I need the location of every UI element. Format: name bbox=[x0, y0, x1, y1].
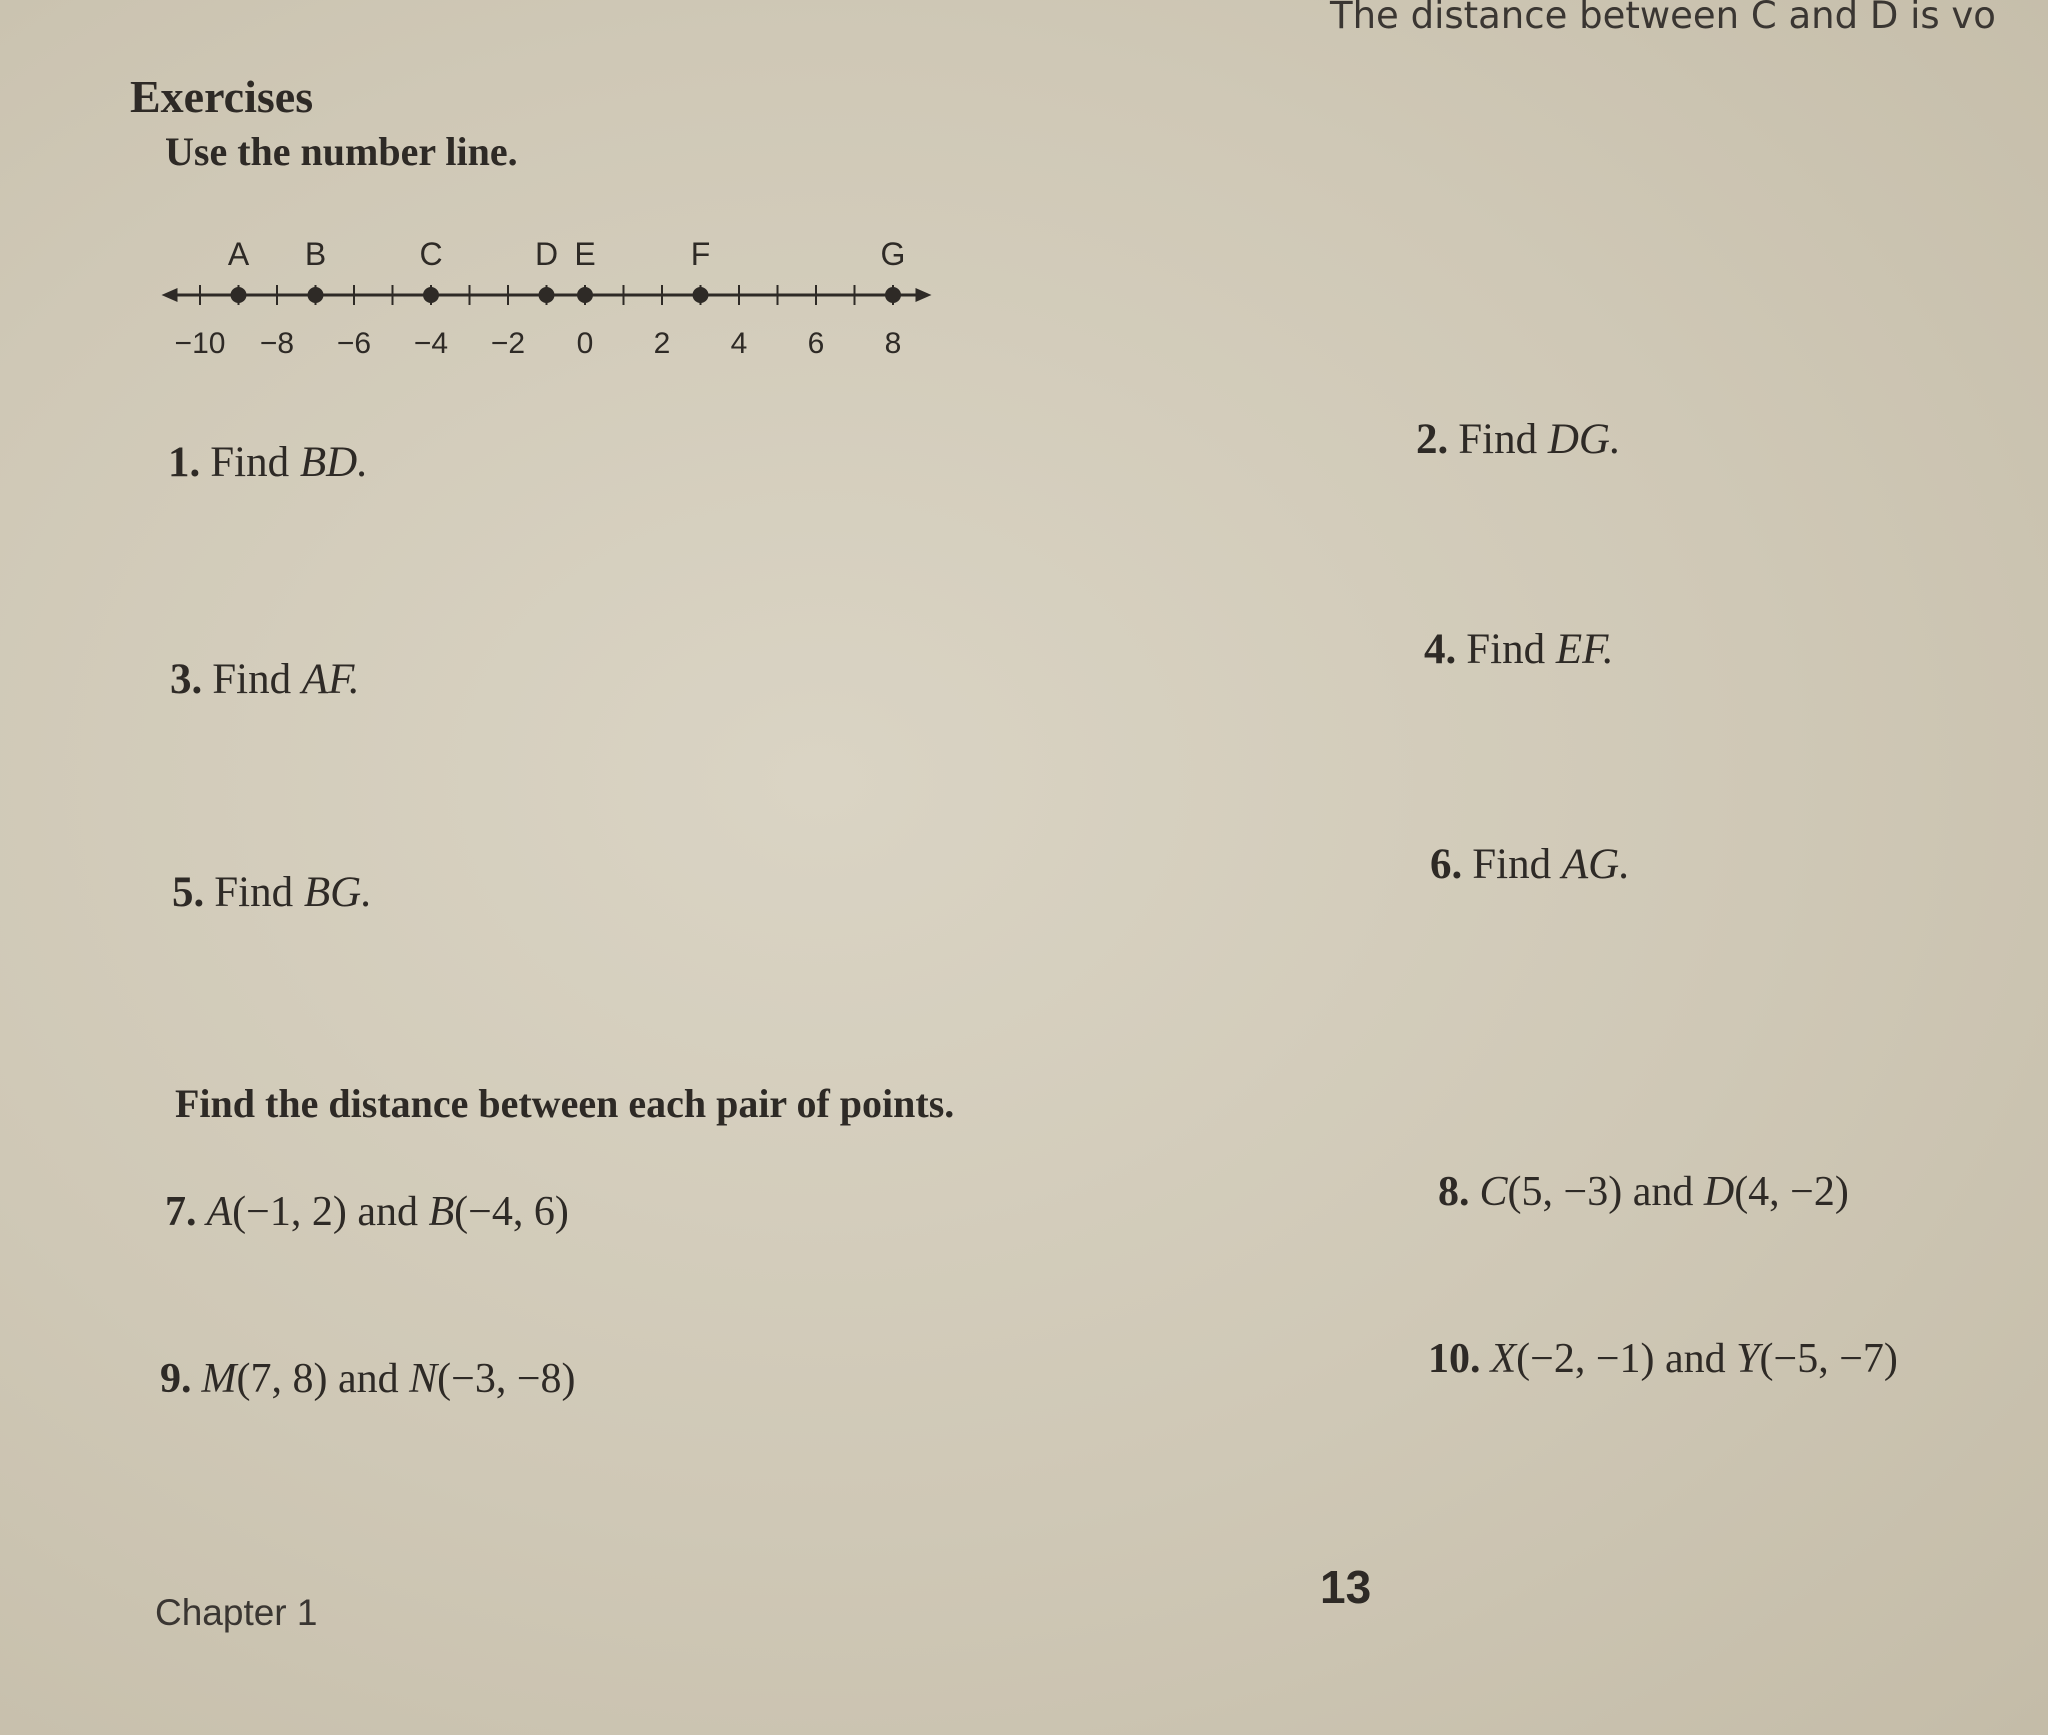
point-label-f: F bbox=[690, 236, 711, 272]
exercise-1: 1. Find BD. bbox=[168, 439, 368, 486]
number-line-tick-label: 0 bbox=[576, 327, 594, 360]
distance-instruction: Find the distance between each pair of points. bbox=[175, 1081, 955, 1126]
exercise-3: 3. Find AF. bbox=[170, 656, 360, 703]
exercise-8: 8. C(5, −3) and D(4, −2) bbox=[1438, 1169, 1849, 1215]
point-a bbox=[231, 287, 247, 303]
number-line-tick-label: 6 bbox=[807, 327, 825, 360]
number-line-tick-label: 8 bbox=[884, 327, 902, 360]
exercise-4: 4. Find EF. bbox=[1424, 626, 1614, 673]
exercise-10: 10. X(−2, −1) and Y(−5, −7) bbox=[1428, 1336, 1898, 1382]
section-heading: Exercises bbox=[130, 71, 314, 122]
right-arrow-icon bbox=[916, 288, 932, 302]
point-d bbox=[539, 287, 555, 303]
previous-page-fragment: The distance between C and D is vo bbox=[1330, 0, 1996, 37]
exercise-6: 6. Find AG. bbox=[1430, 841, 1630, 888]
exercise-5: 5. Find BG. bbox=[172, 869, 372, 916]
point-label-b: B bbox=[304, 236, 327, 272]
number-line-tick-label: −4 bbox=[413, 327, 449, 360]
number-line-figure bbox=[160, 225, 980, 375]
exercise-2: 2. Find DG. bbox=[1416, 416, 1621, 463]
number-line-tick-label: −2 bbox=[490, 327, 526, 360]
number-line-tick-label: 2 bbox=[653, 327, 671, 360]
number-line-tick-label: −6 bbox=[336, 327, 372, 360]
left-arrow-icon bbox=[162, 288, 178, 302]
number-line-instruction: Use the number line. bbox=[165, 129, 518, 174]
exercise-9: 9. M(7, 8) and N(−3, −8) bbox=[160, 1356, 576, 1402]
point-label-c: C bbox=[419, 236, 443, 272]
point-label-d: D bbox=[534, 236, 559, 272]
point-f bbox=[693, 287, 709, 303]
point-b bbox=[308, 287, 324, 303]
point-e bbox=[577, 287, 593, 303]
point-c bbox=[423, 287, 439, 303]
point-label-a: A bbox=[227, 236, 250, 272]
number-line-tick-label: −10 bbox=[174, 327, 226, 360]
exercise-7: 7. A(−1, 2) and B(−4, 6) bbox=[165, 1189, 569, 1235]
chapter-label: Chapter 1 bbox=[155, 1592, 318, 1633]
number-line-tick-label: 4 bbox=[730, 327, 748, 360]
point-g bbox=[885, 287, 901, 303]
point-label-g: G bbox=[880, 236, 906, 272]
number-line-tick-label: −8 bbox=[259, 327, 295, 360]
page-number: 13 bbox=[1320, 1561, 1372, 1613]
point-label-e: E bbox=[574, 236, 596, 272]
